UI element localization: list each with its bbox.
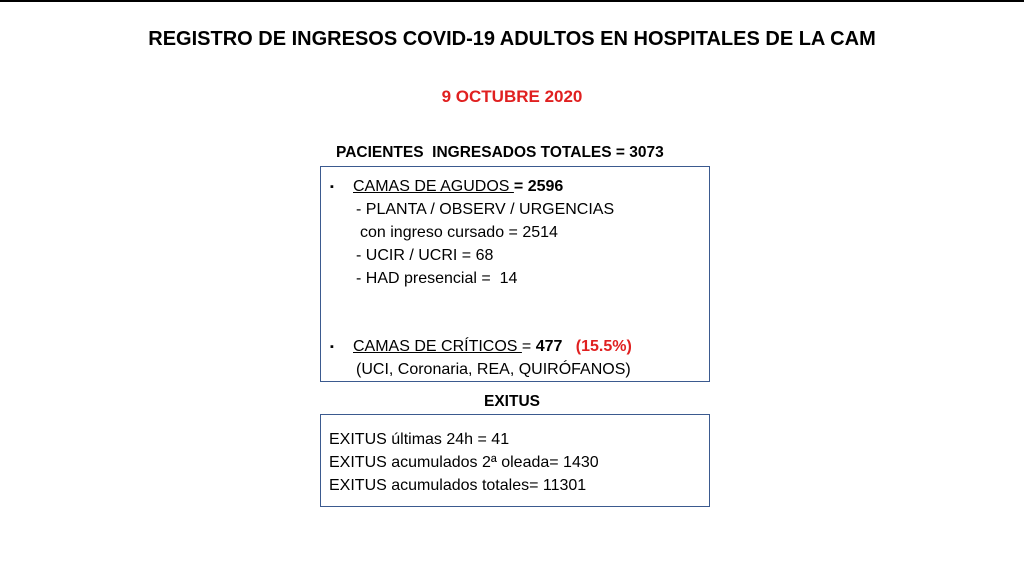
exitus-line-second-wave: EXITUS acumulados 2ª oleada= 1430 xyxy=(329,454,599,471)
acute-bullet-icon: ▪ xyxy=(330,181,334,193)
exitus-line-total: EXITUS acumulados totales= 11301 xyxy=(329,477,587,494)
acute-beds-equals: = xyxy=(513,178,528,195)
top-rule xyxy=(0,0,1024,2)
acute-detail-4: - HAD presencial = 14 xyxy=(356,270,518,287)
critical-detail: (UCI, Coronaria, REA, QUIRÓFANOS) xyxy=(356,361,631,378)
page-title: REGISTRO DE INGRESOS COVID-19 ADULTOS EN HOSPITALES DE LA CAM xyxy=(148,28,876,50)
acute-detail-3: - UCIR / UCRI = 68 xyxy=(356,247,494,264)
critical-beds-percent: (15.5%) xyxy=(575,338,632,355)
report-date: 9 OCTUBRE 2020 xyxy=(441,87,583,106)
exitus-line-24h: EXITUS últimas 24h = 41 xyxy=(329,431,510,448)
critical-beds-line xyxy=(353,337,632,357)
total-patients-heading: PACIENTES INGRESADOS TOTALES = 3073 xyxy=(336,144,664,161)
exitus-heading: EXITUS xyxy=(484,393,540,410)
acute-beds-value: 2596 xyxy=(527,178,564,195)
critical-bullet-icon: ▪ xyxy=(330,341,334,353)
acute-detail-1: - PLANTA / OBSERV / URGENCIAS xyxy=(356,201,615,218)
exitus-box xyxy=(320,414,710,507)
acute-beds-label: CAMAS DE AGUDOS xyxy=(353,178,514,195)
critical-beds-value: 477 xyxy=(535,338,563,355)
critical-beds-label: CAMAS DE CRÍTICOS xyxy=(353,338,522,355)
critical-beds-equals: = xyxy=(521,338,536,355)
acute-beds-line xyxy=(353,177,563,197)
beds-box xyxy=(320,166,710,382)
acute-detail-2: con ingreso cursado = 2514 xyxy=(360,224,558,241)
